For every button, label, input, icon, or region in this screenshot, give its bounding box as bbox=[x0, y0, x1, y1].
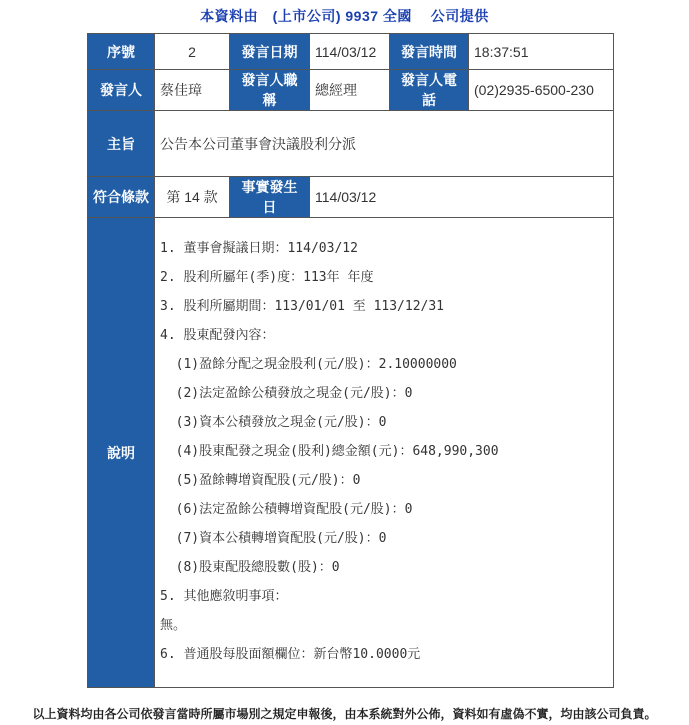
description-line: (8)股東配股總股數(股)：0 bbox=[160, 560, 340, 575]
clause-value: 第 14 款 bbox=[155, 177, 230, 218]
description-line: (5)盈餘轉增資配股(元/股)：0 bbox=[160, 473, 361, 488]
description-line: (7)資本公積轉增資配股(元/股)：0 bbox=[160, 531, 387, 546]
phone-label: 發言人電話 bbox=[390, 70, 469, 111]
seq-label: 序號 bbox=[88, 34, 155, 70]
description-line: (4)股東配發之現金(股利)總金額(元)：648,990,300 bbox=[160, 444, 499, 459]
table-row bbox=[88, 177, 614, 218]
description-line: 5. 其他應敘明事項： bbox=[160, 589, 288, 604]
table-row bbox=[88, 218, 614, 688]
description-line: 3. 股利所屬期間：113/01/01 至 113/12/31 bbox=[160, 299, 445, 314]
description-line: 1. 董事會擬議日期：114/03/12 bbox=[160, 241, 358, 256]
seq-value: 2 bbox=[155, 34, 230, 70]
table-row bbox=[88, 111, 614, 177]
page-header: 本資料由 (上市公司) 9937 全國 公司提供 bbox=[200, 8, 489, 24]
table-row bbox=[88, 34, 614, 70]
description-line: 2. 股利所屬年(季)度：113年 年度 bbox=[160, 270, 374, 285]
table-row bbox=[88, 70, 614, 111]
description-line: 6. 普通股每股面額欄位：新台幣10.0000元 bbox=[160, 647, 421, 662]
time-value: 18:37:51 bbox=[469, 34, 614, 70]
description-line: (3)資本公積發放之現金(元/股)：0 bbox=[160, 415, 387, 430]
description-line: 無。 bbox=[160, 618, 187, 633]
description-line: (6)法定盈餘公積轉增資配股(元/股)：0 bbox=[160, 502, 413, 517]
speaker-value: 蔡佳璋 bbox=[155, 70, 230, 111]
date-value: 114/03/12 bbox=[310, 34, 390, 70]
description-line: (1)盈餘分配之現金股利(元/股)：2.10000000 bbox=[160, 357, 457, 372]
event-date-value: 114/03/12 bbox=[310, 177, 614, 218]
announcement-table bbox=[87, 33, 614, 688]
disclaimer-footer: 以上資料均由各公司依發言當時所屬市場別之規定申報後，由本系統對外公佈，資料如有虛偽不實，均由該公司負責。 bbox=[32, 707, 657, 721]
subject-value: 公告本公司董事會決議股利分派 bbox=[155, 111, 614, 177]
speaker-title-label: 發言人職稱 bbox=[230, 70, 310, 111]
speaker-label: 發言人 bbox=[88, 70, 155, 111]
date-label: 發言日期 bbox=[230, 34, 310, 70]
event-date-label: 事實發生日 bbox=[230, 177, 310, 218]
description-label: 說明 bbox=[88, 218, 155, 688]
description-line: (2)法定盈餘公積發放之現金(元/股)：0 bbox=[160, 386, 413, 401]
time-label: 發言時間 bbox=[390, 34, 469, 70]
phone-value: (02)2935-6500-230 bbox=[469, 70, 614, 111]
description-content bbox=[155, 218, 614, 688]
speaker-title-value: 總經理 bbox=[310, 70, 390, 111]
clause-label: 符合條款 bbox=[88, 177, 155, 218]
subject-label: 主旨 bbox=[88, 111, 155, 177]
description-line: 4. 股東配發內容： bbox=[160, 328, 275, 343]
